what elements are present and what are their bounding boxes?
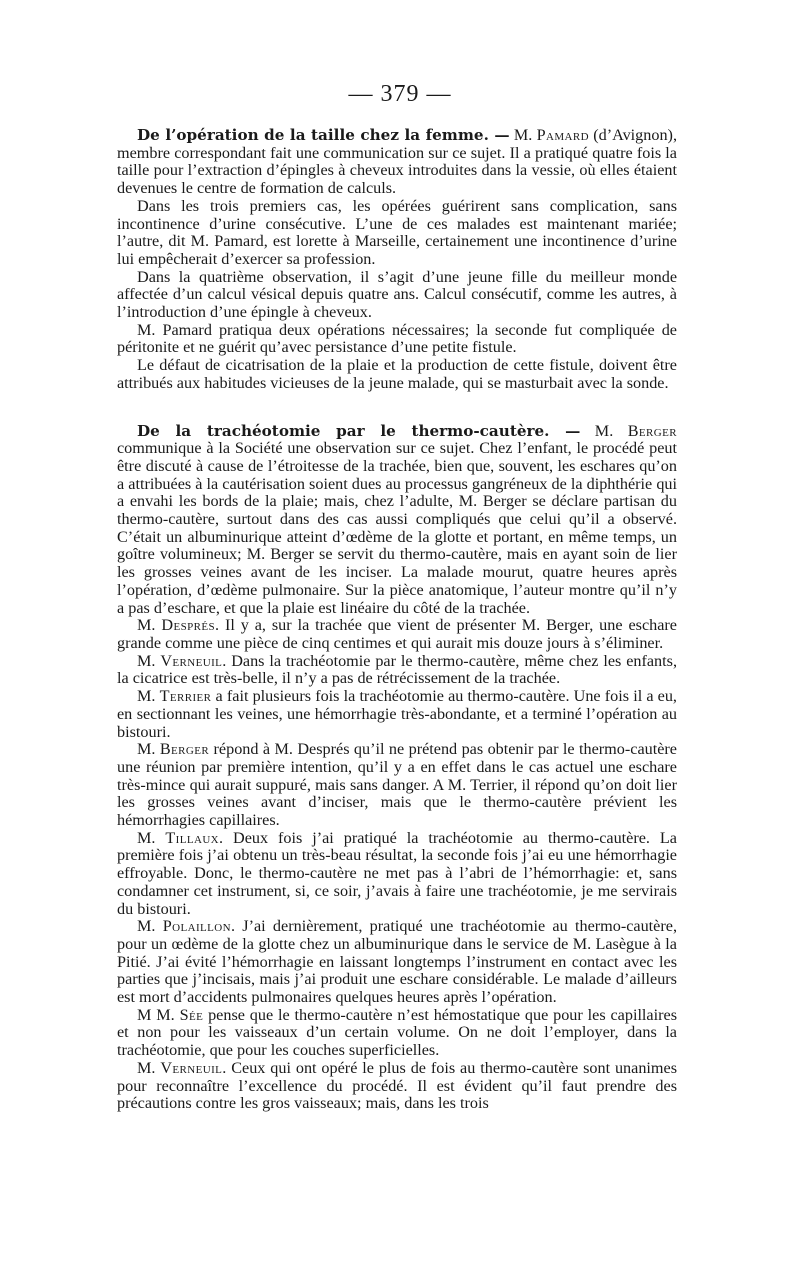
text-run: M.: [137, 687, 160, 706]
text-run: . Il y a, sur la trachée que vient de présenter M. Berger, une eschare grande comme une pièce de cinq centimes et qui aurait mis douze jours à s’éliminer.: [117, 616, 677, 652]
speaker-name: Tillaux: [165, 828, 220, 847]
text-run: M.: [137, 616, 162, 635]
page-number: — 379 —: [348, 81, 452, 107]
text-run: M.: [137, 917, 163, 936]
speaker-name: Terrier: [159, 687, 212, 706]
paragraph: [117, 741, 677, 830]
text-run: M.: [137, 651, 161, 670]
section-2-intro-text: [117, 422, 677, 617]
text-run: M. Pamard pratiqua deux opérations nécessaires; la seconde fut compliquée de péritonite et ne guérit qu’avec persistance d’une petite fistule.: [117, 320, 677, 357]
text-run: . J’ai dernièrement, pratiqué une trachéotomie au thermo-cautère, pour un œdème de la glotte chez un albuminurique dans le service de M. Lasègue à la Pitié. J’ai évité l’hémorrhagie en laissant longtemps l’instrument en contact avec les parties que j’incisais, mais j’ai produit une eschare considérable. Le malade d’ailleurs est mort d’accidents pulmonaires quelques heures après l’opération.: [117, 917, 677, 1007]
article-body: [117, 127, 677, 1113]
paragraph: [117, 1007, 677, 1060]
speaker-name: Verneuil: [160, 1058, 223, 1077]
text-run: M M.: [137, 1005, 180, 1024]
section-2-intro: [117, 423, 677, 618]
paragraph: [117, 322, 677, 357]
paragraph: [117, 269, 677, 322]
text-run: . Deux fois j’ai pratiqué la trachéotomie au thermo-cautère. La première fois j’ai obtenu un très-beau résultat, la seconde fois j’ai eu une hémorrhagie effroyable. Donc, le thermo-cautère ne met pas à l’abri de l’hémorrhagie: et, sans condamner cet instrument, si, ce soir, j’avais à faire une trachéotomie, je me servirais du bistouri.: [117, 828, 677, 918]
speaker-name: Berger: [159, 740, 210, 759]
speaker-name: Pamard: [536, 126, 589, 144]
text-run: a fait plusieurs fois la trachéotomie au thermo-cautère. Une fois il a eu, en sectionnant les veines, une hémorrhagie très-abondante, et a terminé l’opération au bistouri.: [117, 687, 677, 741]
speaker-name: Berger: [627, 421, 677, 440]
text-run: M.: [580, 421, 628, 440]
speaker-name: Després: [161, 616, 215, 635]
paragraph: [117, 617, 677, 652]
text-run: M.: [137, 1058, 161, 1077]
speaker-name: Sée: [179, 1005, 204, 1024]
section-1-title: De l’opération de la taille chez la femme. —: [137, 126, 510, 144]
text-run: M.: [509, 126, 537, 144]
text-run: pense que le thermo-cautère n’est hémostatique que pour les capillaires et non pour les vaisseaux d’un certain volume. On ne doit l’employer, dans la trachéotomie, que pour les couches superficielles.: [117, 1005, 677, 1060]
text-run: répond à M. Després qu’il ne prétend pas obtenir par le thermo-cautère une réunion par première intention, qu’il y a en effet dans le cas actuel une eschare très-mince qui aurait suppuré, mais sans danger. A M. Terrier, il répond qu’on doit lier les grosses veines avant d’inciser, mais que le thermo-cautère prévient les hémorrhagies capillaires.: [117, 740, 677, 830]
paragraph: [117, 918, 677, 1007]
paragraph: [117, 653, 677, 688]
paragraph: [117, 1060, 677, 1113]
paragraph: [117, 830, 677, 919]
paragraph: [117, 357, 677, 392]
text-run: . Ceux qui ont opéré le plus de fois au thermo-cautère sont unanimes pour reconnaître l’excellence du procédé. Il est évident qu’il faut prendre des précautions contre les gros vaisseaux; mais, dans les trois: [117, 1058, 677, 1113]
text-run: Dans les trois premiers cas, les opérées guérirent sans complication, sans incontinence d’urine consécutive. L’une de ces malades est maintenant mariée; l’autre, dit M. Pamard, est lorette à Marseille, certainement une incontinence d’urine lui empêcherait d’exercer sa profession.: [117, 196, 677, 268]
paragraph: [117, 688, 677, 741]
text-run: M.: [137, 740, 160, 759]
text-run: M.: [137, 828, 166, 847]
section-1-intro: [117, 127, 677, 198]
text-run: communique à la Société une observation sur ce sujet. Chez l’enfant, le procédé peut être discuté à cause de l’étroitesse de la trachée, bien que, souvent, les eschares qu’on a attribuées à la cautérisation soient dues au processus gangréneux de la diphthérie qui a envahi les bords de la plaie; mais, chez l’adulte, M. Berger se déclare partisan du thermo-cautère, surtout dans des cas aussi compliqués que celui qu’il a observé. C’était un albuminurique atteint d’œdème de la glotte et portant, en même temps, un goître volumineux; M. Berger se servit du thermo-cautère, mais en ayant soin de lier les grosses veines avant de les inciser. La malade mourut, quatre heures après l’opération, d’œdème pulmonaire. Sur la pièce anatomique, l’auteur montre qu’il n’y a pas d’eschare, et que la plaie est linéaire du côté de la trachée.: [117, 439, 677, 617]
section-2-title: De la trachéotomie par le thermo-cautère. —: [137, 421, 581, 440]
text-run: (d’Avignon), membre correspondant fait une communication sur ce sujet. Il a pratiqué quatre fois la taille pour l’extraction d’épingles à cheveux introduites dans la vessie, où elles étaient devenues le centre de formation de calculs.: [117, 126, 677, 198]
text-run: Le défaut de cicatrisation de la plaie et la production de cette fistule, doivent être attribués aux habitudes vicieuses de la jeune malade, qui se masturbait avec la sonde.: [117, 356, 677, 392]
paragraph: [117, 198, 677, 269]
speaker-name: Polaillon: [162, 917, 231, 936]
text-run: Dans la quatrième observation, il s’agit d’une jeune fille du meilleur monde affectée d’un calcul vésical depuis quatre ans. Calcul consécutif, comme les autres, à l’introduction d’une épingle à cheveux.: [117, 267, 677, 322]
speaker-name: Verneuil: [160, 651, 223, 670]
text-run: . Dans la trachéotomie par le thermo-cautère, même chez les enfants, la cicatrice est très-belle, il n’y a pas de rétrécissement de la trachée.: [117, 651, 677, 688]
